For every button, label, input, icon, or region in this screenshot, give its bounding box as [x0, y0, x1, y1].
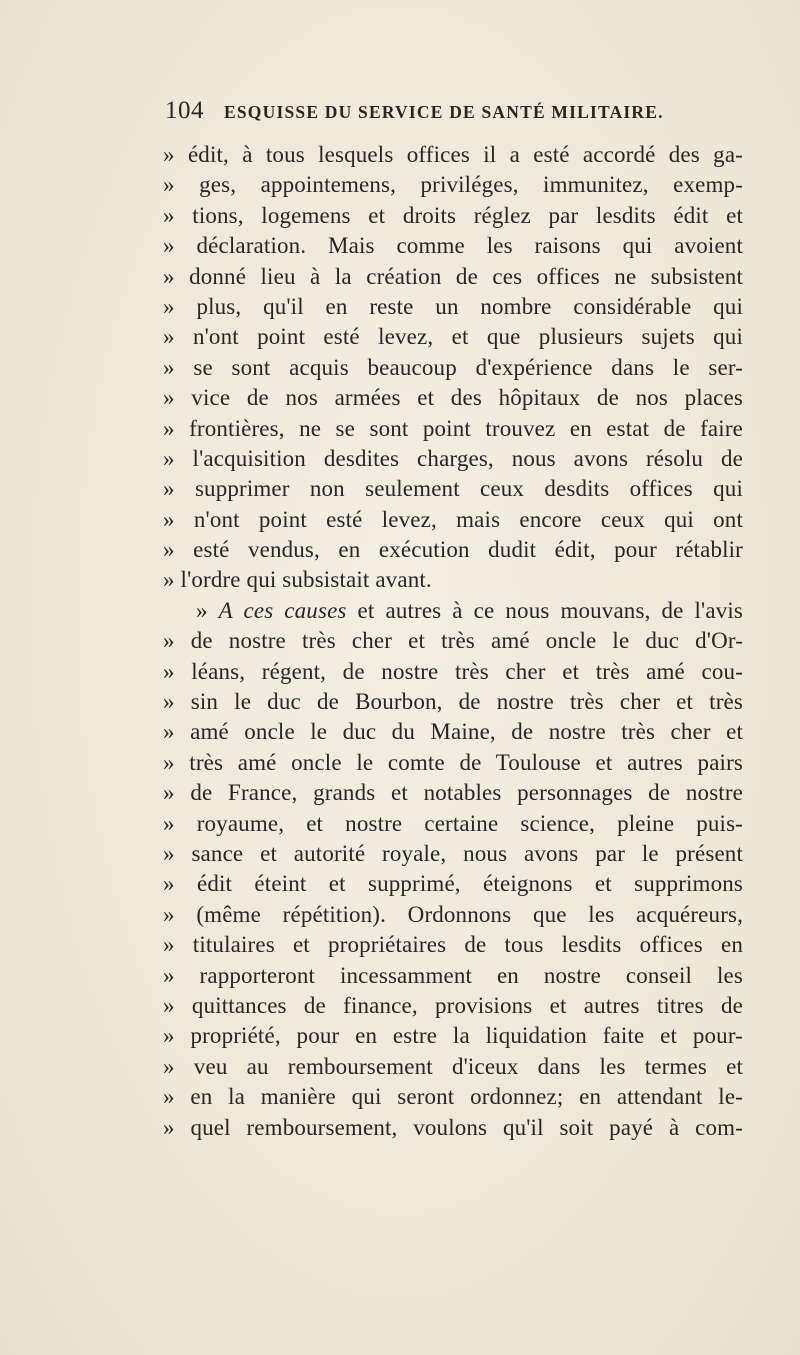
text-line: » n'ont point esté levez, mais encore ceux qui ont [163, 506, 743, 532]
text-line-paragraph-start [163, 596, 743, 626]
text-line: » frontières, ne se sont point trouvez en estat de faire [163, 415, 743, 441]
text-line: » quittances de finance, provisions et autres titres de [163, 992, 743, 1018]
text-line: » tions, logemens et droits réglez par lesdits édit et [163, 202, 743, 228]
text-line: » plus, qu'il en reste un nombre considérable qui [163, 293, 743, 319]
text-line: » se sont acquis beaucoup d'expérience dans le ser- [163, 354, 743, 380]
text-line: » esté vendus, en exécution dudit édit, pour rétablir [163, 537, 743, 563]
italic-phrase: A ces causes [218, 597, 347, 623]
text-line: » ges, appointemens, priviléges, immunitez, exemp- [163, 172, 743, 198]
text-line: » vice de nos armées et des hôpitaux de nos places [163, 385, 743, 411]
text-line-paragraph-end: » l'ordre qui subsistait avant. [163, 567, 432, 593]
text-line: » amé oncle le duc du Maine, de nostre très cher et [163, 719, 743, 745]
text-line: » supprimer non seulement ceux desdits offices qui [163, 476, 743, 502]
text-line: » en la manière qui seront ordonnez; en attendant le- [163, 1084, 743, 1110]
text-line: » propriété, pour en estre la liquidation faite et pour- [163, 1023, 743, 1049]
text-line: » royaume, et nostre certaine science, pleine puis- [163, 810, 743, 836]
text-line: » (même répétition). Ordonnons que les acquéreurs, [163, 901, 743, 927]
text-line: » déclaration. Mais comme les raisons qui avoient [163, 233, 743, 259]
text-line: » l'acquisition desdites charges, nous avons résolu de [163, 445, 743, 471]
page-number: 104 [165, 97, 204, 124]
line-rest: et autres à ce nous mouvans, de l'avis [346, 597, 743, 623]
text-line: » très amé oncle le comte de Toulouse et autres pairs [163, 749, 743, 775]
text-line: » n'ont point esté levez, et que plusieurs sujets qui [163, 324, 743, 350]
body-text [163, 140, 743, 1143]
text-line: » de nostre très cher et très amé oncle le duc d'Or- [163, 628, 743, 654]
text-line: » quel remboursement, voulons qu'il soit payé à com- [163, 1114, 743, 1140]
text-line: » rapporteront incessamment en nostre conseil les [163, 962, 743, 988]
text-line: » veu au remboursement d'iceux dans les termes et [163, 1053, 743, 1079]
running-title: ESQUISSE DU SERVICE DE SANTÉ MILITAIRE. [224, 102, 664, 122]
text-line: » édit, à tous lesquels offices il a esté accordé des ga- [163, 142, 743, 167]
running-header [165, 97, 685, 129]
text-line: » donné lieu à la création de ces offices ne subsistent [163, 263, 743, 289]
text-line: » sance et autorité royale, nous avons par le présent [163, 840, 743, 866]
text-line: » sin le duc de Bourbon, de nostre très cher et très [163, 689, 743, 715]
text-line: » léans, régent, de nostre très cher et très amé cou- [163, 658, 743, 684]
text-line: » édit éteint et supprimé, éteignons et supprimons [163, 871, 743, 897]
quote-mark: » [196, 597, 219, 623]
text-line: » titulaires et propriétaires de tous lesdits offices en [163, 932, 743, 958]
text-line: » de France, grands et notables personnages de nostre [163, 780, 743, 806]
